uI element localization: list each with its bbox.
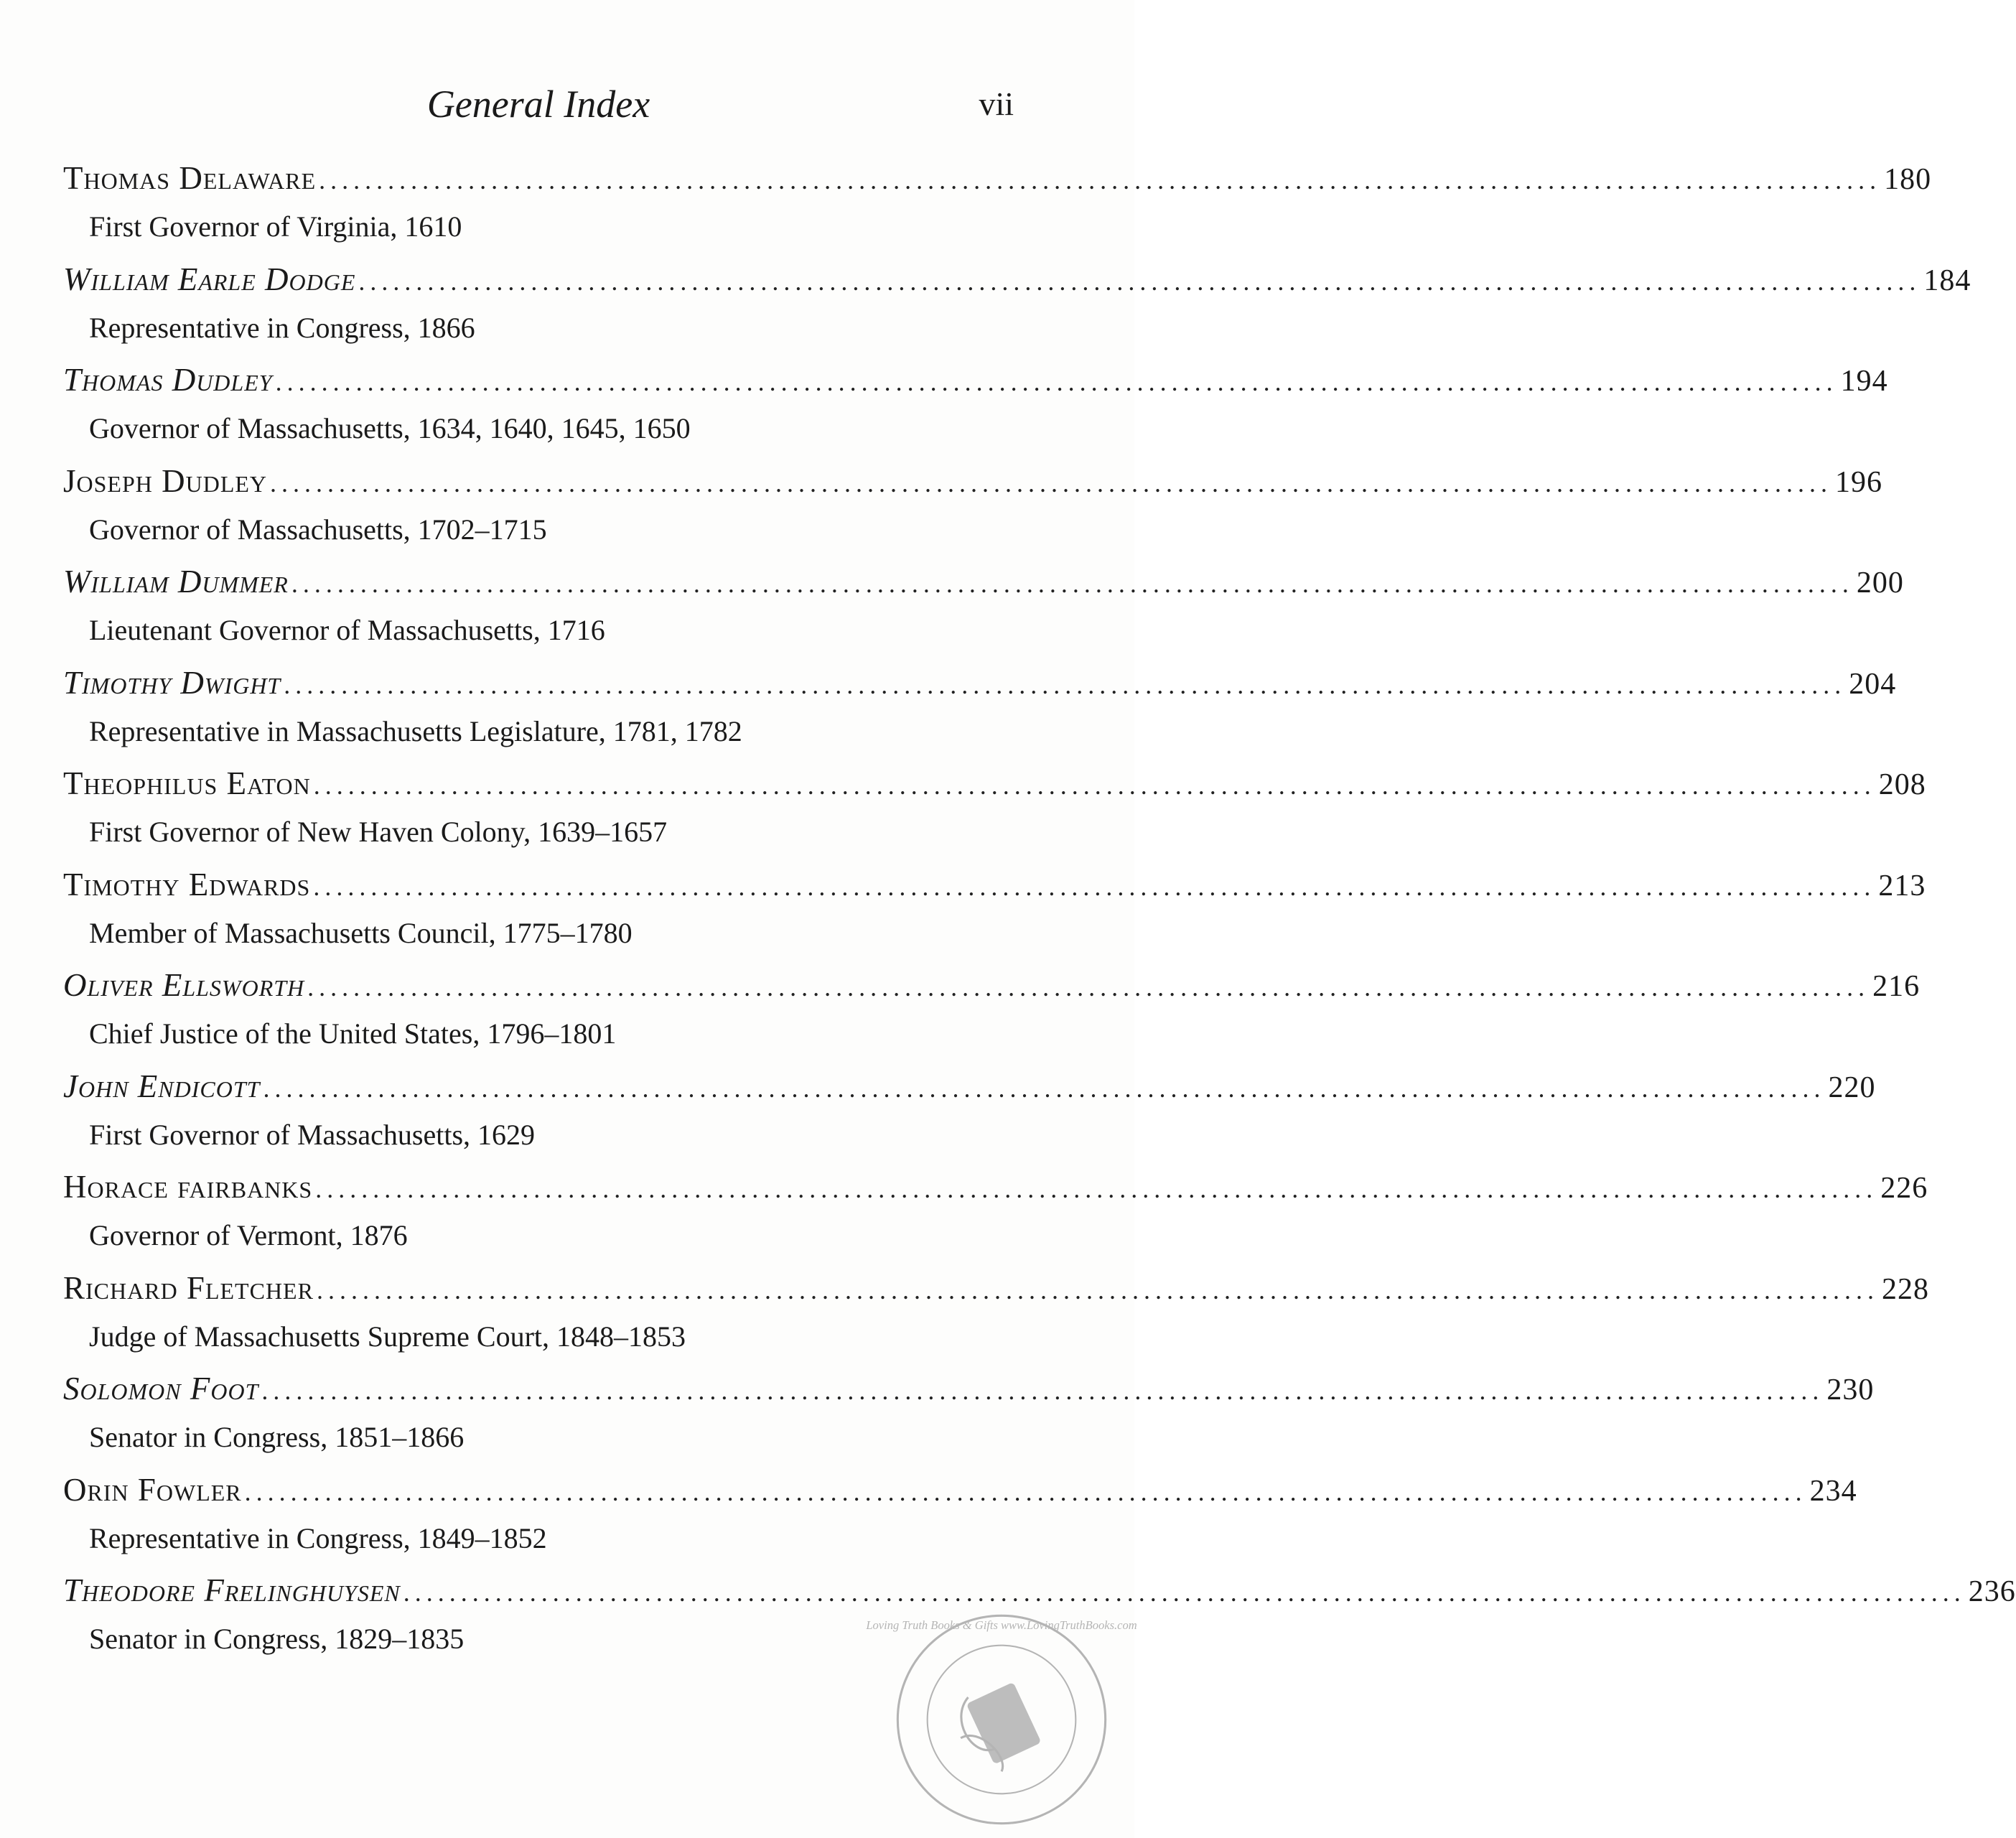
index-entries [63,159,2016,1673]
watermark-stamp [866,1608,1137,1831]
entry-description: Governor of Vermont, 1876 [89,1219,408,1251]
entry-heading-line [63,1370,1875,1414]
entry-name: Timothy Edwards [63,866,311,902]
entry-description: Chief Justice of the United States, 1796–1801 [89,1017,617,1050]
entry-name: Orin Fowler [63,1471,242,1508]
entry-heading-line [63,1572,2016,1616]
dot-leader [319,165,1881,195]
dot-leader [284,670,1846,700]
page-number: vii [979,85,1014,122]
index-entry [63,966,1921,1068]
entry-name: Joseph Dudley [63,462,268,499]
index-entry [63,1370,1875,1471]
dot-leader [314,770,1876,801]
index-entry [63,1168,1928,1269]
index-entry [63,1269,1929,1371]
dot-leader [263,1073,1825,1104]
entry-page-number: 236 [1968,1575,2016,1608]
entry-heading-line [63,765,1926,809]
dot-leader [291,569,1854,599]
entry-description: First Governor of Massachusetts, 1629 [89,1118,536,1151]
entry-heading-line [63,462,1883,507]
entry-page-number: 204 [1849,667,1897,701]
dot-leader [315,1174,1877,1204]
entry-page-number: 213 [1878,869,1926,902]
index-entry [63,765,1926,866]
index-entry [63,1471,1857,1572]
entry-page-number: 208 [1878,768,1926,801]
entry-name: William Earle Dodge [63,261,356,297]
entry-page-number: 228 [1881,1272,1929,1306]
entry-page-number: 184 [1923,263,1971,297]
entry-description: Member of Massachusetts Council, 1775–1780 [89,916,633,949]
entry-description: Representative in Congress, 1849–1852 [89,1521,547,1554]
entry-page-number: 226 [1880,1172,1928,1205]
entry-heading-line [63,966,1921,1011]
entry-page-number: 234 [1809,1474,1857,1508]
entry-name: William Dummer [63,564,289,600]
entry-heading-line [63,159,1932,204]
entry-description: First Governor of New Haven Colony, 1639–1657 [89,816,668,848]
index-entry [63,866,1926,967]
entry-heading-line [63,361,1888,406]
entry-page-number: 196 [1835,465,1883,499]
dot-leader [317,1275,1879,1305]
entry-page-number: 194 [1840,365,1888,398]
index-entry [63,261,1971,362]
entry-page-number: 180 [1884,163,1932,196]
dot-leader [313,872,1875,902]
entry-heading-line [63,563,1904,607]
entry-name: Richard Fletcher [63,1269,314,1306]
entry-page-number: 216 [1872,970,1921,1003]
entry-name: Solomon Foot [63,1371,259,1407]
dot-leader [307,972,1870,1002]
entry-name: Horace fairbanks [63,1169,313,1205]
entry-name: John Endicott [63,1068,261,1104]
entry-description: Senator in Congress, 1829–1835 [89,1623,465,1655]
index-entry [63,563,1904,664]
entry-heading-line [63,1471,1857,1516]
entry-heading-line [63,261,1971,305]
entry-description: Representative in Massachusetts Legislature, 1781, 1782 [89,714,742,747]
dot-leader [245,1477,1807,1507]
entry-description: Judge of Massachusetts Supreme Court, 1848–1853 [89,1320,686,1353]
entry-name: Timothy Dwight [63,664,281,701]
index-entry [63,462,1883,564]
entry-heading-line [63,866,1926,910]
entry-heading-line [63,1068,1876,1112]
dot-leader [261,1376,1824,1406]
entry-page-number: 230 [1826,1373,1875,1407]
entry-page-number: 220 [1828,1070,1876,1104]
entry-description: First Governor of Virginia, 1610 [89,210,462,243]
dot-leader [270,468,1832,498]
index-entry [63,159,1932,261]
entry-description: Governor of Massachusetts, 1702–1715 [89,513,547,546]
dot-leader [358,266,1921,297]
entry-heading-line [63,1269,1929,1314]
entry-name: Thomas Dudley [63,362,273,398]
entry-description: Representative in Congress, 1866 [89,311,475,344]
index-entry [63,1068,1876,1169]
running-head [0,72,1134,129]
entry-page-number: 200 [1856,566,1904,600]
entry-description: Senator in Congress, 1851–1866 [89,1421,465,1453]
entry-heading-line [63,664,1897,709]
entry-name: Theophilus Eaton [63,765,311,801]
index-entry [63,664,1897,765]
entry-heading-line [63,1168,1928,1213]
index-entry [63,361,1888,462]
entry-name: Thomas Delaware [63,160,317,196]
page-title: General Index [426,83,650,126]
entry-name: Oliver Ellsworth [63,967,305,1003]
entry-description: Lieutenant Governor of Massachusetts, 1716 [89,614,605,646]
dot-leader [403,1577,1966,1608]
watermark-text: Loving Truth Books & Gifts www.LovingTruthBooks.com [866,1618,1137,1632]
dot-leader [276,367,1838,397]
entry-name: Theodore Frelinghuysen [63,1572,401,1608]
entry-description: Governor of Massachusetts, 1634, 1640, 1645, 1650 [89,412,691,444]
